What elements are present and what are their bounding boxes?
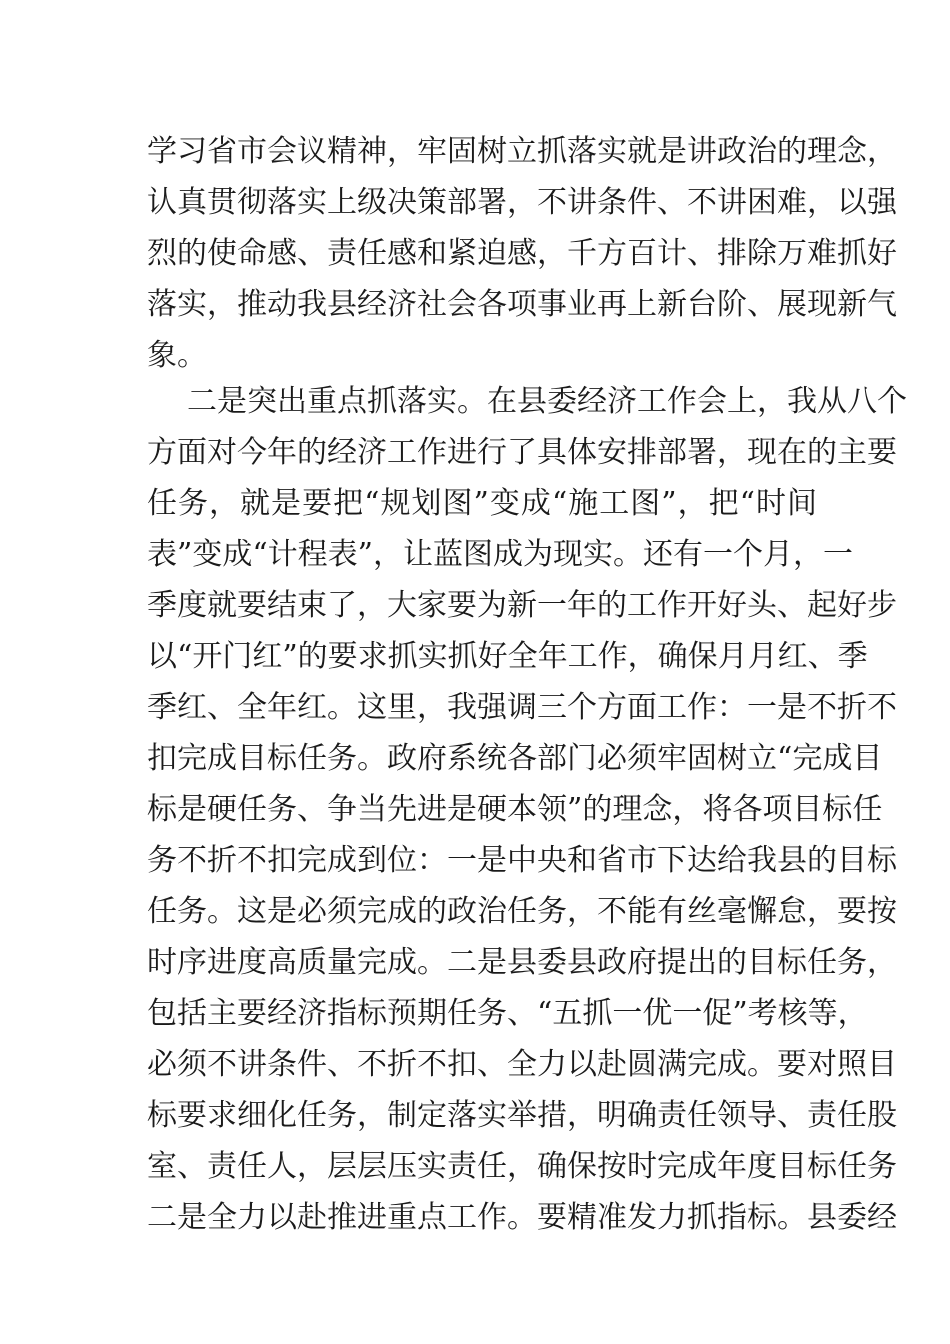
paragraph-line: 扣完成目标任务。政府系统各部门必须牢固树立“完成目 [147,741,883,776]
paragraph-line: 以“开门红”的要求抓实抓好全年工作，确保月月红、季 [147,639,868,674]
paragraph-line: 季度就要结束了，大家要为新一年的工作开好头、起好步 [147,588,897,623]
paragraph-line: 二是全力以赴推进重点工作。要精准发力抓指标。县委经 [147,1200,897,1235]
paragraph-line: 方面对今年的经济工作进行了具体安排部署，现在的主要 [147,435,897,470]
paragraph-line: 学习省市会议精神，牢固树立抓落实就是讲政治的理念， [147,134,897,169]
paragraph-1 [147,126,897,381]
paragraph-line: 落实，推动我县经济社会各项事业再上新台阶、展现新气 [147,287,897,322]
paragraph-line: 任务。这是必须完成的政治任务，不能有丝毫懈怠，要按 [147,894,897,929]
paragraph-line: 时序进度高质量完成。二是县委县政府提出的目标任务， [147,945,897,980]
paragraph-line: 季红、全年红。这里，我强调三个方面工作：一是不折不 [147,690,897,725]
paragraph-line: 必须不讲条件、不折不扣、全力以赴圆满完成。要对照目 [147,1047,897,1082]
paragraph-line: 标要求细化任务，制定落实举措，明确责任领导、责任股 [147,1098,897,1133]
paragraph-line: 烈的使命感、责任感和紧迫感，千方百计、排除万难抓好 [147,236,897,271]
paragraph-line: 认真贯彻落实上级决策部署，不讲条件、不讲困难，以强 [147,185,897,220]
paragraph-line: 表”变成“计程表”，让蓝图成为现实。还有一个月，一 [147,537,854,572]
paragraph-line: 任务，就是要把“规划图”变成“施工图”，把“时间 [147,486,817,521]
paragraph-line: 务不折不扣完成到位：一是中央和省市下达给我县的目标 [147,843,897,878]
paragraph-line: 标是硬任务、争当先进是硬本领”的理念，将各项目标任 [147,792,883,827]
paragraph-line: 象。 [147,338,207,373]
paragraph-line: 室、责任人，层层压实责任，确保按时完成年度目标任务 [147,1149,897,1184]
paragraph-line: 二是突出重点抓落实。在县委经济工作会上，我从八个 [187,384,907,419]
paragraph-line: 包括主要经济指标预期任务、“五抓一优一促”考核等， [147,996,868,1031]
paragraph-2 [147,376,907,1243]
